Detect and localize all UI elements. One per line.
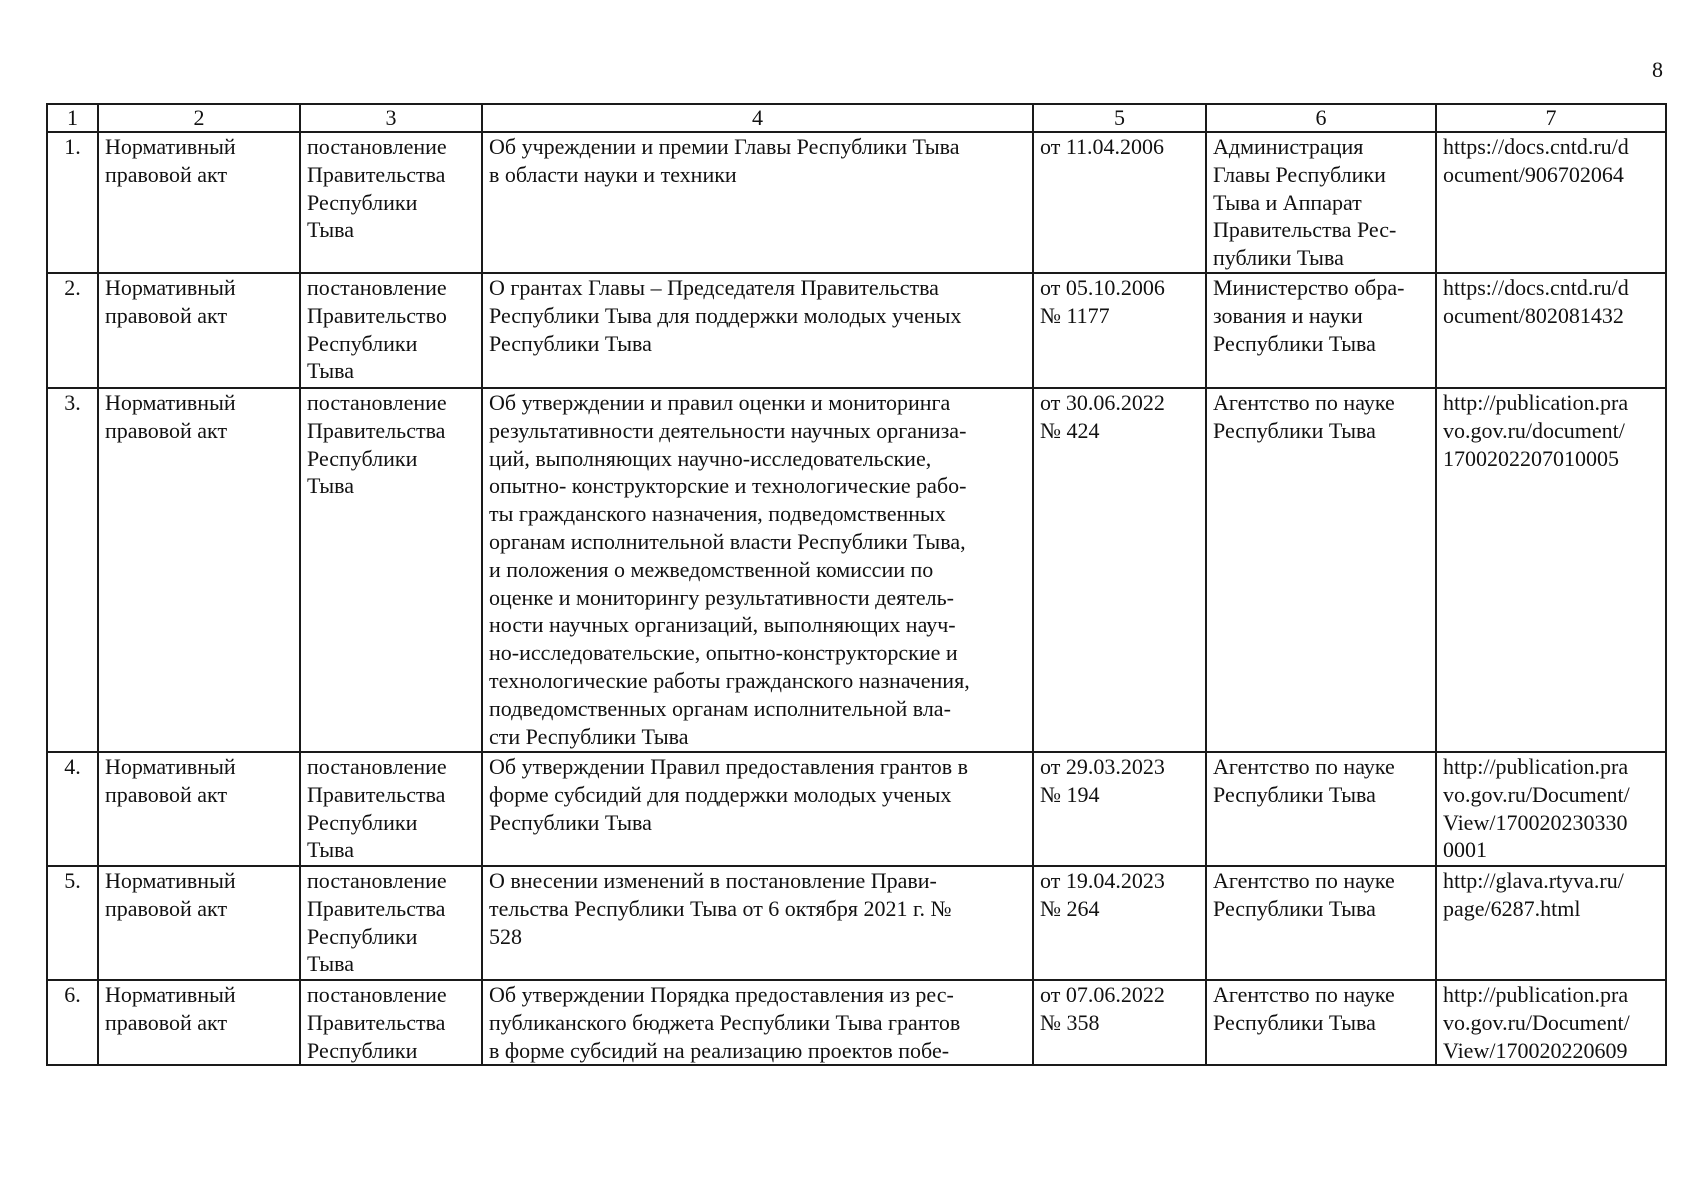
row-number: 2. <box>47 273 98 388</box>
column-header: 4 <box>482 104 1033 132</box>
act-date: от 29.03.2023 № 194 <box>1033 752 1206 866</box>
act-date: от 05.10.2006 № 1177 <box>1033 273 1206 388</box>
act-date: от 11.04.2006 <box>1033 132 1206 273</box>
column-header: 2 <box>98 104 300 132</box>
act-title: Об учреждении и премии Главы Республики Тыва в области науки и техники <box>482 132 1033 273</box>
document-link[interactable]: http://publication.pra vo.gov.ru/Document/ View/170020230330 0001 <box>1436 752 1666 866</box>
column-header: 6 <box>1206 104 1436 132</box>
responsible-organization: Агентство по науке Республики Тыва <box>1206 752 1436 866</box>
document-link[interactable]: http://publication.pra vo.gov.ru/document/ 1700202207010005 <box>1436 388 1666 752</box>
act-title: Об утверждении и правил оценки и мониторинга результативности деятельности научных организа- ций, выполняющих научно-исследовательские, опытно- конструкторские и технологические рабо- ты гражданского назначения, подведомственных органам исполнительной власти Республики Тыва, и положения о межведомственной комиссии по оценке и мониторингу результативности деятель- ности научных организаций, выполняющих науч- но-исследовательские, опытно-конструкторские и технологические работы гражданского назначения, подведомственных органам исполнительной вла- сти Республики Тыва <box>482 388 1033 752</box>
responsible-organization: Агентство по науке Республики Тыва <box>1206 866 1436 980</box>
row-number: 5. <box>47 866 98 980</box>
table-row <box>47 273 1666 388</box>
table-row <box>47 132 1666 273</box>
document-link[interactable]: https://docs.cntd.ru/d ocument/802081432 <box>1436 273 1666 388</box>
act-type: Нормативный правовой акт <box>98 980 300 1065</box>
act-date: от 07.06.2022 № 358 <box>1033 980 1206 1065</box>
table-row <box>47 752 1666 866</box>
responsible-organization: Агентство по науке Республики Тыва <box>1206 388 1436 752</box>
column-header: 5 <box>1033 104 1206 132</box>
document-link[interactable]: https://docs.cntd.ru/d ocument/906702064 <box>1436 132 1666 273</box>
row-number: 1. <box>47 132 98 273</box>
act-type: Нормативный правовой акт <box>98 388 300 752</box>
act-date: от 30.06.2022 № 424 <box>1033 388 1206 752</box>
act-type: Нормативный правовой акт <box>98 273 300 388</box>
act-kind: постановление Правительства Республики Тыва <box>300 388 482 752</box>
act-type: Нормативный правовой акт <box>98 866 300 980</box>
column-header: 3 <box>300 104 482 132</box>
act-kind: постановление Правительства Республики Тыва <box>300 866 482 980</box>
table-row <box>47 866 1666 980</box>
document-link[interactable]: http://publication.pra vo.gov.ru/Document/ View/170020220609 <box>1436 980 1666 1065</box>
column-header: 1 <box>47 104 98 132</box>
act-date: от 19.04.2023 № 264 <box>1033 866 1206 980</box>
act-title: О грантах Главы – Председателя Правительства Республики Тыва для поддержки молодых ученых Республики Тыва <box>482 273 1033 388</box>
row-number: 3. <box>47 388 98 752</box>
responsible-organization: Министерство обра- зования и науки Республики Тыва <box>1206 273 1436 388</box>
page-number: 8 <box>1652 57 1663 82</box>
row-number: 4. <box>47 752 98 866</box>
act-type: Нормативный правовой акт <box>98 132 300 273</box>
act-kind: постановление Правительства Республики Тыва <box>300 132 482 273</box>
act-title: Об утверждении Порядка предоставления из рес- публиканского бюджета Республики Тыва грантов в форме субсидий на реализацию проектов побе- <box>482 980 1033 1065</box>
normative-acts-table <box>46 103 1667 1066</box>
act-type: Нормативный правовой акт <box>98 752 300 866</box>
table-row <box>47 980 1666 1065</box>
responsible-organization: Администрация Главы Республики Тыва и Аппарат Правительства Рес- публики Тыва <box>1206 132 1436 273</box>
act-title: О внесении изменений в постановление Прави- тельства Республики Тыва от 6 октября 2021 г. № 528 <box>482 866 1033 980</box>
document-link[interactable]: http://glava.rtyva.ru/ page/6287.html <box>1436 866 1666 980</box>
responsible-organization: Агентство по науке Республики Тыва <box>1206 980 1436 1065</box>
act-kind: постановление Правительство Республики Тыва <box>300 273 482 388</box>
table-header-row <box>47 104 1666 132</box>
row-number: 6. <box>47 980 98 1065</box>
act-title: Об утверждении Правил предоставления грантов в форме субсидий для поддержки молодых ученых Республики Тыва <box>482 752 1033 866</box>
act-kind: постановление Правительства Республики <box>300 980 482 1065</box>
act-kind: постановление Правительства Республики Тыва <box>300 752 482 866</box>
table-row <box>47 388 1666 752</box>
column-header: 7 <box>1436 104 1666 132</box>
